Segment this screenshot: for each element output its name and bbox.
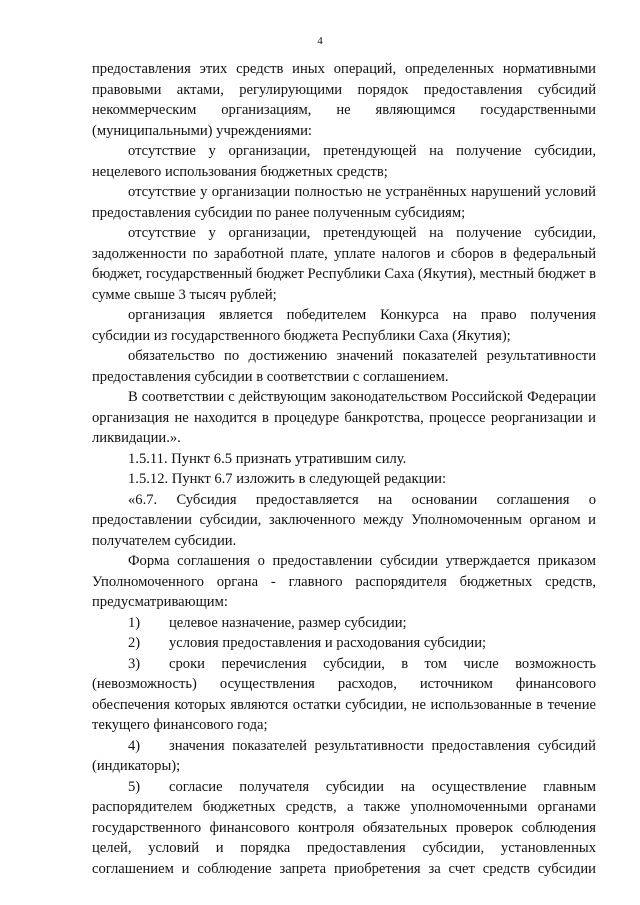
paragraph: 1.5.12. Пункт 6.7 изложить в следующей редакции: — [128, 471, 447, 487]
paragraph: отсутствие у организации полностью не устранённых нарушений условий предоставления субсидии по ранее полученным субсидиям; — [92, 184, 596, 221]
list-item — [92, 654, 596, 736]
list-item-text: сроки перечисления субсидии, в том числе возможность (невозможность) осуществления расходов, источником финансового обеспечения которых являются остатки субсидии, не использованные в течение текущего финансового года; — [92, 655, 596, 733]
list-item — [92, 736, 596, 777]
paragraph: обязательство по достижению значений показателей результативности предоставления субсидии в соответствии с соглашением. — [92, 348, 596, 385]
paragraph: предоставления этих средств иных операций, определенных нормативными правовыми актами, регулирующими порядок предоставления субсидий некоммерческим организациям, не являющимся государственными (муниципальными) учреждениями: — [92, 61, 596, 139]
list-item-number: 3) — [128, 655, 141, 672]
list-item-number: 5) — [128, 778, 141, 795]
list-item-text: согласие получателя субсидии на осуществление главным распорядителем бюджетных средств, а также уполномоченными органами государственного финансового контроля обязательных проверок соблюдения целей, условий и порядка предоставления субсидии, установленных соглашением и соблюдение запрета приобретения за счет средств субсидии — [92, 778, 596, 877]
list-item-number: 4) — [128, 737, 141, 754]
document-body — [92, 59, 596, 879]
list-item — [92, 633, 596, 654]
list-item-text: целевое назначение, размер субсидии; — [169, 614, 407, 631]
paragraph: 1.5.11. Пункт 6.5 признать утратившим силу. — [128, 450, 407, 467]
list-item-text: значения показателей результативности предоставления субсидий (индикаторы); — [92, 737, 596, 774]
paragraph: Форма соглашения о предоставлении субсидии утверждается приказом Уполномоченного органа - главного распорядителя бюджетных средств, предусматривающим: — [92, 553, 596, 610]
paragraph: В соответствии с действующим законодательством Российской Федерации организация не находится в процедуре банкротства, процессе реорганизации и ликвидации.». — [92, 389, 596, 446]
list-item-text: условия предоставления и расходования субсидии; — [169, 635, 487, 651]
paragraph: отсутствие у организации, претендующей на получение субсидии, задолженности по заработной плате, уплате налогов и сборов в федеральный бюджет, государственный бюджет Республики Саха (Якутия), местный бюджет в сумме свыше 3 тысяч рублей; — [92, 225, 596, 303]
paragraph: «6.7. Субсидия предоставляется на основании соглашения о предоставлении субсидии, заключенного между Уполномоченным органом и получателем субсидии. — [92, 491, 596, 549]
list-item — [92, 613, 596, 634]
paragraph: отсутствие у организации, претендующей на получение субсидии, нецелевого использования бюджетных средств; — [92, 143, 596, 180]
list-item-number: 2) — [128, 635, 141, 651]
page-number: 4 — [317, 35, 323, 47]
paragraph: организация является победителем Конкурса на право получения субсидии из государственного бюджета Республики Саха (Якутия); — [92, 307, 596, 344]
list-item-number: 1) — [128, 614, 141, 631]
list-item — [92, 777, 596, 880]
